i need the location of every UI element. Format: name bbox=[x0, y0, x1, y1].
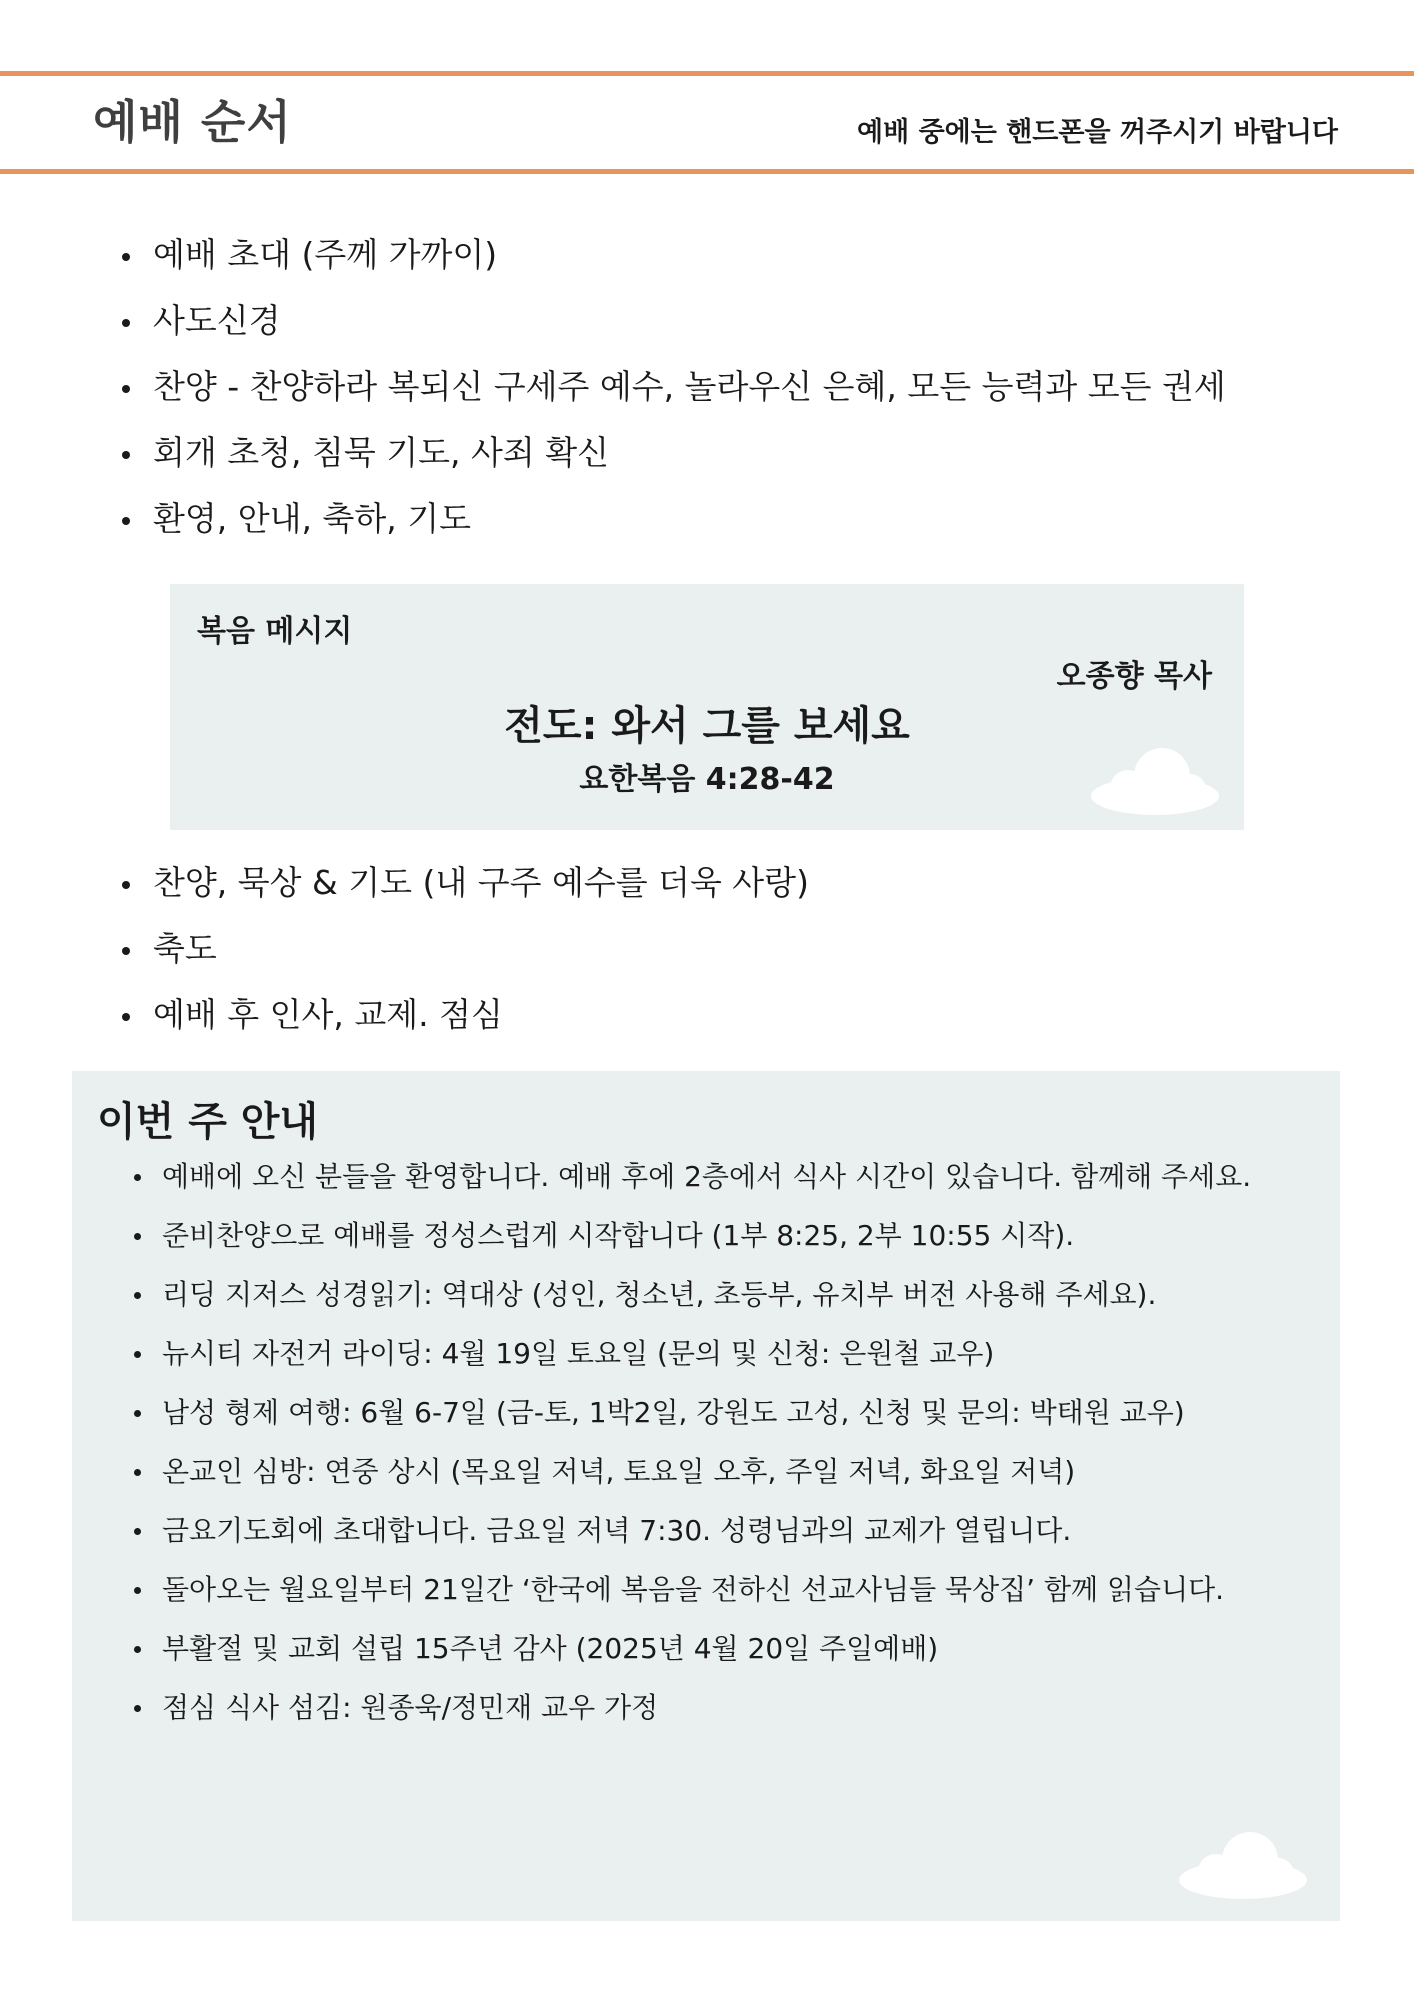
announcement-item: 금요기도회에 초대합니다. 금요일 저녁 7:30. 성령님과의 교제가 열립니다. bbox=[132, 1505, 1332, 1564]
announcement-item: 돌아오는 월요일부터 21일간 ‘한국에 복음을 전하신 선교사님들 묵상집’ 함께 읽습니다. bbox=[132, 1564, 1332, 1623]
announcement-item: 예배에 오신 분들을 환영합니다. 예배 후에 2층에서 식사 시간이 있습니다. 함께해 주세요. bbox=[132, 1151, 1332, 1210]
cloud-icon bbox=[1178, 1830, 1308, 1900]
sermon-box bbox=[170, 584, 1244, 830]
sermon-title: 전도: 와서 그를 보세요 bbox=[504, 703, 910, 749]
announcement-item: 리딩 지저스 성경읽기: 역대상 (성인, 청소년, 초등부, 유치부 버전 사용해 주세요). bbox=[132, 1269, 1332, 1328]
order-item: 축도 bbox=[118, 921, 1318, 987]
announcement-item: 점심 식사 섬김: 원종욱/정민재 교우 가정 bbox=[132, 1682, 1332, 1741]
sermon-speaker: 오종향 목사 bbox=[1056, 659, 1212, 694]
order-item: 환영, 안내, 축하, 기도 bbox=[118, 491, 1318, 557]
page-title: 예배 순서 bbox=[93, 95, 292, 149]
phone-notice: 예배 중에는 핸드폰을 꺼주시기 바랍니다 bbox=[857, 117, 1338, 148]
announcements-panel bbox=[72, 1071, 1340, 1921]
announcement-item: 뉴시티 자전거 라이딩: 4월 19일 토요일 (문의 및 신청: 은원철 교우) bbox=[132, 1328, 1332, 1387]
announcement-item: 온교인 심방: 연중 상시 (목요일 저녁, 토요일 오후, 주일 저녁, 화요일 저녁) bbox=[132, 1446, 1332, 1505]
order-item: 예배 초대 (주께 가까이) bbox=[118, 227, 1318, 293]
cloud-icon bbox=[1090, 746, 1220, 816]
announcement-item: 남성 형제 여행: 6월 6-7일 (금-토, 1박2일, 강원도 고성, 신청 및 문의: 박태원 교우) bbox=[132, 1387, 1332, 1446]
announcement-item: 부활절 및 교회 설립 15주년 감사 (2025년 4월 20일 주일예배) bbox=[132, 1623, 1332, 1682]
sermon-verse: 요한복음 4:28-42 bbox=[579, 762, 835, 797]
worship-order-list-continued bbox=[118, 855, 1318, 1053]
announcements-list bbox=[132, 1151, 1332, 1741]
order-item: 찬양 - 찬양하라 복되신 구세주 예수, 놀라우신 은혜, 모든 능력과 모든 권세 bbox=[118, 359, 1318, 425]
announcements-title: 이번 주 안내 bbox=[97, 1099, 319, 1145]
order-item: 예배 후 인사, 교제. 점심 bbox=[118, 987, 1318, 1053]
announcement-item: 준비찬양으로 예배를 정성스럽게 시작합니다 (1부 8:25, 2부 10:55 시작). bbox=[132, 1210, 1332, 1269]
order-item: 사도신경 bbox=[118, 293, 1318, 359]
sermon-label: 복음 메시지 bbox=[197, 614, 353, 649]
header-bottom-rule bbox=[0, 169, 1414, 174]
worship-order-list bbox=[118, 227, 1318, 557]
order-item: 찬양, 묵상 & 기도 (내 구주 예수를 더욱 사랑) bbox=[118, 855, 1318, 921]
header-top-rule bbox=[0, 71, 1414, 76]
order-item: 회개 초청, 침묵 기도, 사죄 확신 bbox=[118, 425, 1318, 491]
